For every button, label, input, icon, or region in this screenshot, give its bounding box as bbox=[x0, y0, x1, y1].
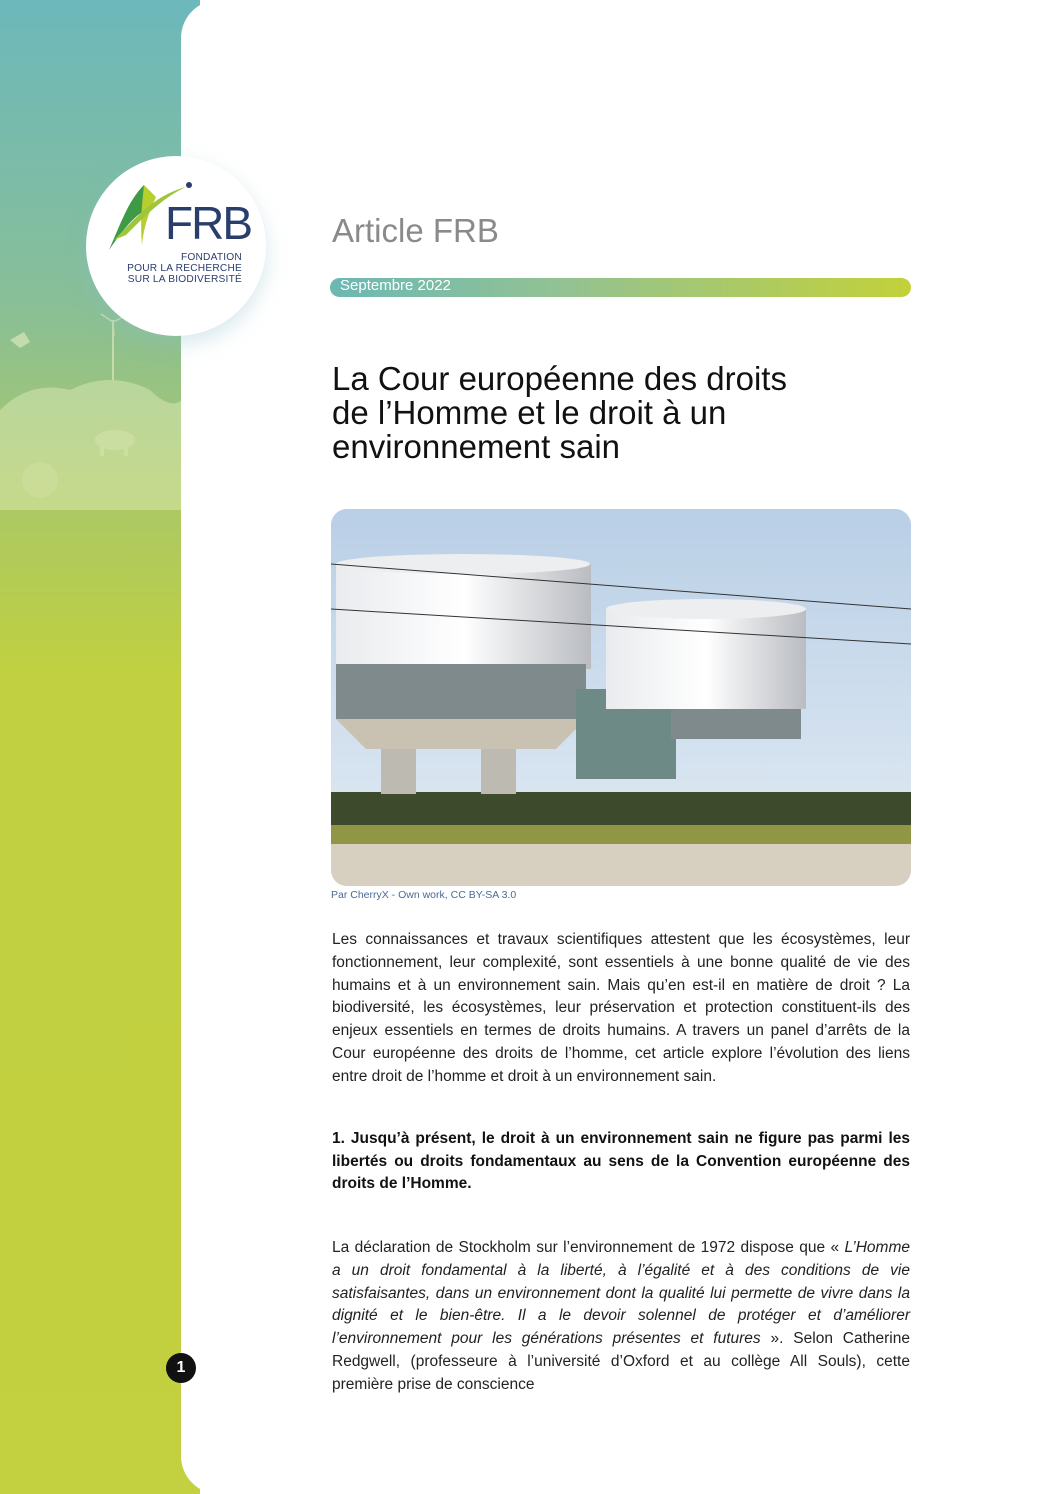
logo-subtitle-line: POUR LA RECHERCHE bbox=[127, 263, 242, 274]
logo-wordmark: FRB bbox=[165, 197, 251, 249]
intro-paragraph: Les connaissances et travaux scientifiques attestent que les écosystèmes, leur fonctionnement, leur complexité, sont essentiels à une bonne qualité de vie des humains et à un environnement sain. Mais qu’en est-il en matière de droit ? La biodiversité, les écosystèmes, leur préservation et protection constituent-ils des enjeux essentiels en termes de droits humains. A travers un panel d’arrêts de la Cour européenne des droits de l’homme, cet article explore l’évolution des liens entre droit de l’homme et droit à un environnement sain. bbox=[332, 931, 910, 1085]
logo-subtitle bbox=[108, 252, 242, 285]
stockholm-quote: L’Homme a un droit fondamental à la liberté, à l’égalité et à des conditions de vie satisfaisantes, dans un environnement dont la qualité lui permette de vivre dans la dignité et le bien-être. Il a le devoir solennel de protéger et d’améliorer l’environnement pour les générations présentes et futures bbox=[332, 1239, 910, 1348]
page-number-badge: 1 bbox=[166, 1353, 196, 1383]
publication-date: Septembre 2022 bbox=[340, 277, 451, 294]
court-building-photo bbox=[331, 509, 911, 886]
paragraph-text: ». Selon Catherine Redgwell, (professeure à l’université d’Oxford et au collège All Souls), cette première prise de conscience bbox=[332, 1330, 910, 1393]
logo-subtitle-line: FONDATION bbox=[180, 252, 242, 263]
title-line: La Cour européenne des droits bbox=[332, 360, 787, 397]
section-paragraph bbox=[332, 1237, 910, 1397]
logo-subtitle-line: SUR LA BIODIVERSITÉ bbox=[127, 274, 242, 285]
article-title bbox=[332, 362, 892, 464]
paragraph-text: La déclaration de Stockholm sur l’environnement de 1972 dispose que « bbox=[332, 1239, 845, 1256]
title-line: de l’Homme et le droit à un bbox=[332, 394, 727, 431]
building-illustration-icon bbox=[331, 509, 911, 886]
section-heading: 1. Jusqu’à présent, le droit à un environnement sain ne figure pas parmi les libertés ou droits fondamentaux au sens de la Convention européenne des droits de l’Homme. bbox=[332, 1130, 910, 1192]
photo-caption: Par CherryX - Own work, CC BY-SA 3.0 bbox=[331, 889, 517, 901]
article-type-label: Article FRB bbox=[332, 212, 499, 249]
title-line: environnement sain bbox=[332, 428, 621, 465]
nature-silhouette-icon bbox=[0, 300, 182, 530]
